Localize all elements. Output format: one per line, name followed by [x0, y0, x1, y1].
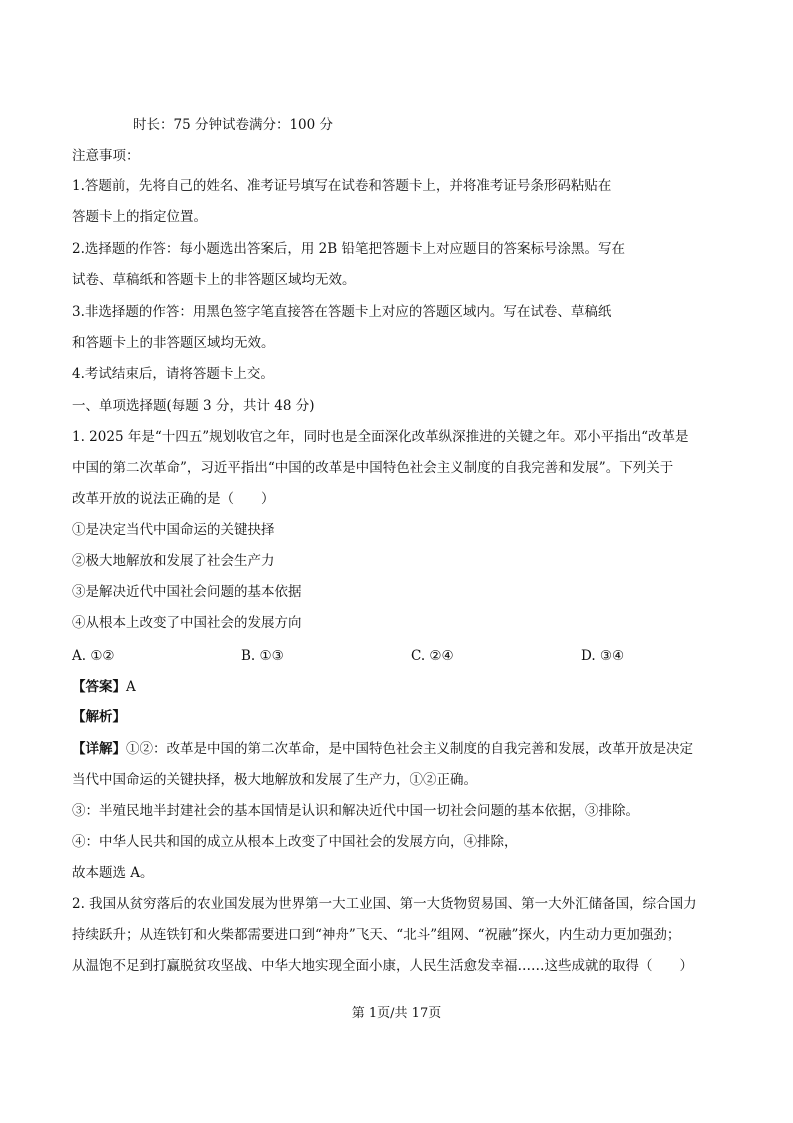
question-2-stem: 2. 我国从贫穷落后的农业国发展为世界第一大工业国、第一大货物贸易国、第一大外汇储备国，综合国力: [72, 896, 697, 912]
detail-line: 故本题选 A。: [72, 865, 154, 881]
notes-line: 和答题卡上的非答题区域均无效。: [72, 335, 275, 351]
section-title: 一、单项选择题(每题 3 分，共计 48 分): [72, 398, 315, 414]
question-1-stem: 1. 2025 年是“十四五”规划收官之年，同时也是全面深化改革纵深推进的关键之年。邓小平指出“改革是: [72, 429, 689, 445]
detail-text: ①②：改革是中国的第二次革命，是中国特色社会主义制度的自我完善和发展，改革开放是决定: [126, 741, 693, 757]
notes-line: 试卷、草稿纸和答题卡上的非答题区域均无效。: [72, 272, 356, 288]
question-1-statement: ①是决定当代中国命运的关键抉择: [72, 522, 275, 538]
notes-line: 1.答题前，先将自己的姓名、准考证号填写在试卷和答题卡上，并将准考证号条形码粘贴在: [72, 178, 612, 194]
option-b: B. ①③: [241, 648, 284, 664]
notes-line: 3.非选择题的作答：用黑色签字笔直接答在答题卡上对应的答题区域内。写在试卷、草稿纸: [72, 304, 612, 320]
question-1-statement: ③是解决近代中国社会问题的基本依据: [72, 584, 302, 600]
detail-line: 当代中国命运的关键抉择，极大地解放和发展了生产力，①②正确。: [72, 772, 477, 788]
detail-line: [72, 740, 693, 758]
page-footer: 第 1页/共 17页: [351, 1006, 442, 1021]
exam-header-meta: 时长：75 分钟试卷满分：100 分: [133, 117, 334, 133]
notes-line: 答题卡上的指定位置。: [72, 209, 207, 225]
option-a: A. ①②: [72, 648, 115, 664]
question-1-statement: ④从根本上改变了中国社会的发展方向: [72, 615, 302, 631]
detail-tag: 【详解】: [72, 741, 126, 757]
detail-line: ③：半殖民地半封建社会的基本国情是认识和解决近代中国一切社会问题的基本依据，③排除。: [72, 803, 639, 819]
answer-tag: 【答案】: [72, 679, 126, 695]
answer-line: [72, 678, 136, 696]
question-1-stem: 中国的第二次革命”，习近平指出“中国的改革是中国特色社会主义制度的自我完善和发展”。下列关于: [72, 460, 674, 476]
notes-line: 2.选择题的作答：每小题选出答案后，用 2B 铅笔把答题卡上对应题目的答案标号涂黑。写在: [72, 241, 625, 257]
question-2-stem: 从温饱不足到打赢脱贫攻坚战、中华大地实现全面小康，人民生活愈发幸福……这些成就的取得（ ）: [72, 958, 693, 974]
question-2-stem: 持续跃升；从连铁钉和火柴都需要进口到“神舟”飞天、“北斗”组网、“祝融”探火，内生动力更加强劲；: [72, 927, 681, 943]
option-d: D. ③④: [581, 648, 625, 664]
notes-line: 4.考试结束后，请将答题卡上交。: [72, 366, 274, 382]
analysis-tag: 【解析】: [72, 709, 126, 725]
option-c: C. ②④: [411, 648, 454, 664]
question-1-stem: 改革开放的说法正确的是（ ）: [72, 491, 275, 507]
answer-value: A: [126, 679, 136, 695]
notes-title: 注意事项：: [72, 148, 140, 164]
question-1-statement: ②极大地解放和发展了社会生产力: [72, 553, 275, 569]
detail-line: ④：中华人民共和国的成立从根本上改变了中国社会的发展方向，④排除，: [72, 834, 518, 850]
